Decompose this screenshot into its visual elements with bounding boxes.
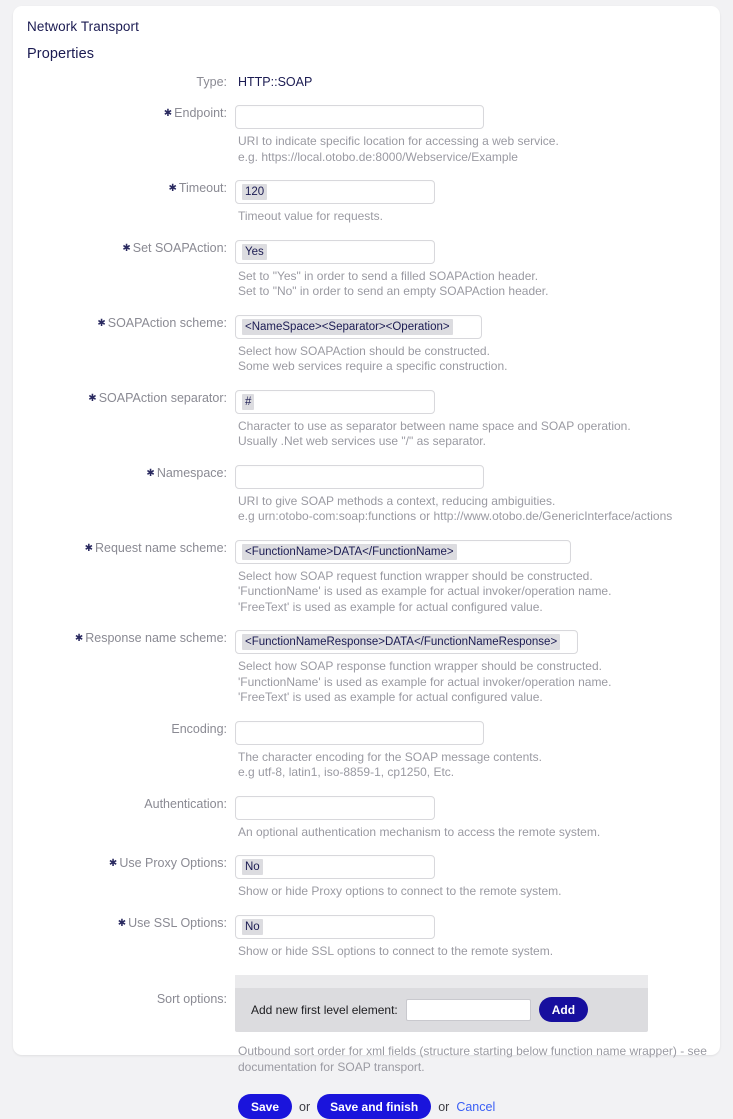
sort-options-panel <box>235 975 648 1032</box>
add-first-level-element-input[interactable] <box>406 999 531 1021</box>
timeout-input-value: 120 <box>242 184 267 200</box>
row-authentication <box>13 796 720 841</box>
request-name-scheme-value: <FunctionName>DATA</FunctionName> <box>242 544 457 560</box>
request-name-scheme-hint-1: Select how SOAP request function wrapper should be constructed. <box>238 568 593 583</box>
sort-options-hint-2: documentation for SOAP transport. <box>238 1059 425 1074</box>
label-timeout: ✱ Timeout: <box>168 181 227 195</box>
label-authentication: Authentication: <box>144 796 227 811</box>
save-button[interactable]: Save <box>238 1094 292 1119</box>
label-soapaction-separator: ✱ SOAPAction separator: <box>88 390 227 405</box>
label-namespace: ✱ Namespace: <box>146 465 227 480</box>
namespace-input[interactable] <box>235 465 484 489</box>
soapaction-scheme-hint-2: Some web services require a specific construction. <box>238 359 508 373</box>
required-star-icon: ✱ <box>163 108 173 119</box>
required-star-icon: ✱ <box>117 917 127 929</box>
row-soapaction-separator <box>13 390 720 450</box>
row-response-name-scheme <box>13 630 720 706</box>
label-request-name-scheme: ✱ Request name scheme: <box>84 540 227 555</box>
required-star-icon: ✱ <box>97 317 106 329</box>
soapaction-separator-hint-2: Usually .Net web services use "/" as separator. <box>238 434 486 448</box>
request-name-scheme-hint-3: 'FreeText' is used as example for actual configured value. <box>238 599 543 614</box>
soapaction-separator-hint-1: Character to use as separator between name space and SOAP operation. <box>238 418 631 433</box>
save-and-finish-button[interactable]: Save and finish <box>317 1094 431 1119</box>
required-star-icon: ✱ <box>108 858 118 869</box>
soapaction-separator-input[interactable] <box>235 390 435 414</box>
label-encoding: Encoding: <box>171 721 227 736</box>
encoding-hint-1: The character encoding for the SOAP message contents. <box>238 749 542 764</box>
set-soapaction-hint-1: Set to "Yes" in order to send a filled SOAPAction header. <box>238 268 539 283</box>
row-endpoint <box>13 105 720 165</box>
response-name-scheme-value: <FunctionNameResponse>DATA</FunctionNameResponse> <box>242 634 560 650</box>
transport-properties-form <box>13 69 720 1119</box>
add-button[interactable]: Add <box>539 997 588 1022</box>
actions-separator-1: or <box>299 1099 311 1114</box>
label-set-soapaction: ✱ Set SOAPAction: <box>122 240 227 255</box>
response-name-scheme-hint-1: Select how SOAP response function wrapper should be constructed. <box>238 659 602 673</box>
type-value: HTTP::SOAP <box>238 75 313 89</box>
endpoint-input[interactable] <box>235 105 484 129</box>
sort-options-hint-1: Outbound sort order for xml fields (structure starting below function name wrapper) - see <box>238 1044 707 1058</box>
row-timeout <box>13 180 720 225</box>
label-type: Type: <box>196 75 227 89</box>
use-ssl-options-hint-1: Show or hide SSL options to connect to the remote system. <box>238 943 554 958</box>
soapaction-scheme-select[interactable] <box>235 315 482 339</box>
use-proxy-options-hint-1: Show or hide Proxy options to connect to the remote system. <box>238 884 562 898</box>
sort-options-panel-header <box>235 975 648 988</box>
row-type <box>13 74 720 90</box>
label-use-proxy-options: ✱ Use Proxy Options: <box>108 856 227 870</box>
page-title: Properties <box>27 46 95 62</box>
response-name-scheme-hint-2: 'FunctionName' is used as example for actual invoker/operation name. <box>238 674 612 689</box>
sort-options-panel-body <box>235 988 648 1032</box>
row-use-proxy-options <box>13 855 720 900</box>
row-sort-options <box>13 975 720 1075</box>
widget-title: Network Transport <box>27 19 139 34</box>
required-star-icon: ✱ <box>122 242 131 254</box>
set-soapaction-hint-2: Set to "No" in order to send an empty SOAPAction header. <box>238 284 549 298</box>
required-star-icon: ✱ <box>146 467 155 479</box>
response-name-scheme-hint-3: 'FreeText' is used as example for actual configured value. <box>238 690 543 704</box>
soapaction-scheme-hint-1: Select how SOAPAction should be constructed. <box>238 343 490 358</box>
required-star-icon: ✱ <box>168 183 177 194</box>
required-star-icon: ✱ <box>84 542 93 554</box>
authentication-hint-1: An optional authentication mechanism to access the remote system. <box>238 824 601 839</box>
label-use-ssl-options: ✱ Use SSL Options: <box>117 915 227 930</box>
row-use-ssl-options <box>13 915 720 960</box>
encoding-input[interactable] <box>235 721 484 745</box>
timeout-hint-1: Timeout value for requests. <box>238 209 383 223</box>
endpoint-hint-2: e.g. https://local.otobo.de:8000/Webservice/Example <box>238 149 518 164</box>
label-sort-options: Sort options: <box>156 992 227 1006</box>
label-response-name-scheme: ✱ Response name scheme: <box>74 631 227 645</box>
soapaction-scheme-value: <NameSpace><Separator><Operation> <box>242 319 453 335</box>
label-soapaction-scheme: ✱ SOAPAction scheme: <box>97 315 227 330</box>
request-name-scheme-hint-2: 'FunctionName' is used as example for actual invoker/operation name. <box>238 584 612 598</box>
response-name-scheme-select[interactable] <box>235 630 578 654</box>
label-endpoint: ✱ Endpoint: <box>163 106 227 120</box>
cancel-link[interactable]: Cancel <box>456 1099 496 1114</box>
required-star-icon: ✱ <box>88 392 97 404</box>
row-form-actions <box>13 1094 720 1119</box>
use-ssl-options-select[interactable] <box>235 915 435 939</box>
set-soapaction-value: Yes <box>242 244 267 260</box>
soapaction-separator-value: # <box>242 394 254 410</box>
request-name-scheme-select[interactable] <box>235 540 571 564</box>
use-proxy-options-value: No <box>242 859 263 875</box>
form-actions <box>235 1094 720 1119</box>
namespace-hint-1: URI to give SOAP methods a context, reducing ambiguities. <box>238 493 556 508</box>
encoding-hint-2: e.g utf-8, latin1, iso-8859-1, cp1250, Etc. <box>238 765 455 779</box>
use-ssl-options-value: No <box>242 919 263 935</box>
row-encoding <box>13 721 720 781</box>
timeout-input[interactable] <box>235 180 435 204</box>
row-soapaction-scheme <box>13 315 720 375</box>
namespace-hint-2: e.g urn:otobo-com:soap:functions or http://www.otobo.de/GenericInterface/actions <box>238 509 673 523</box>
actions-separator-2: or <box>438 1099 450 1114</box>
network-transport-card <box>13 6 720 1114</box>
authentication-select[interactable] <box>235 796 435 820</box>
row-namespace <box>13 465 720 525</box>
row-request-name-scheme <box>13 540 720 616</box>
endpoint-hint-1: URI to indicate specific location for accessing a web service. <box>238 134 559 148</box>
add-first-level-element-label: Add new first level element: <box>251 1002 398 1017</box>
set-soapaction-select[interactable] <box>235 240 435 264</box>
row-set-soapaction <box>13 240 720 300</box>
required-star-icon: ✱ <box>74 633 84 644</box>
use-proxy-options-select[interactable] <box>235 855 435 879</box>
